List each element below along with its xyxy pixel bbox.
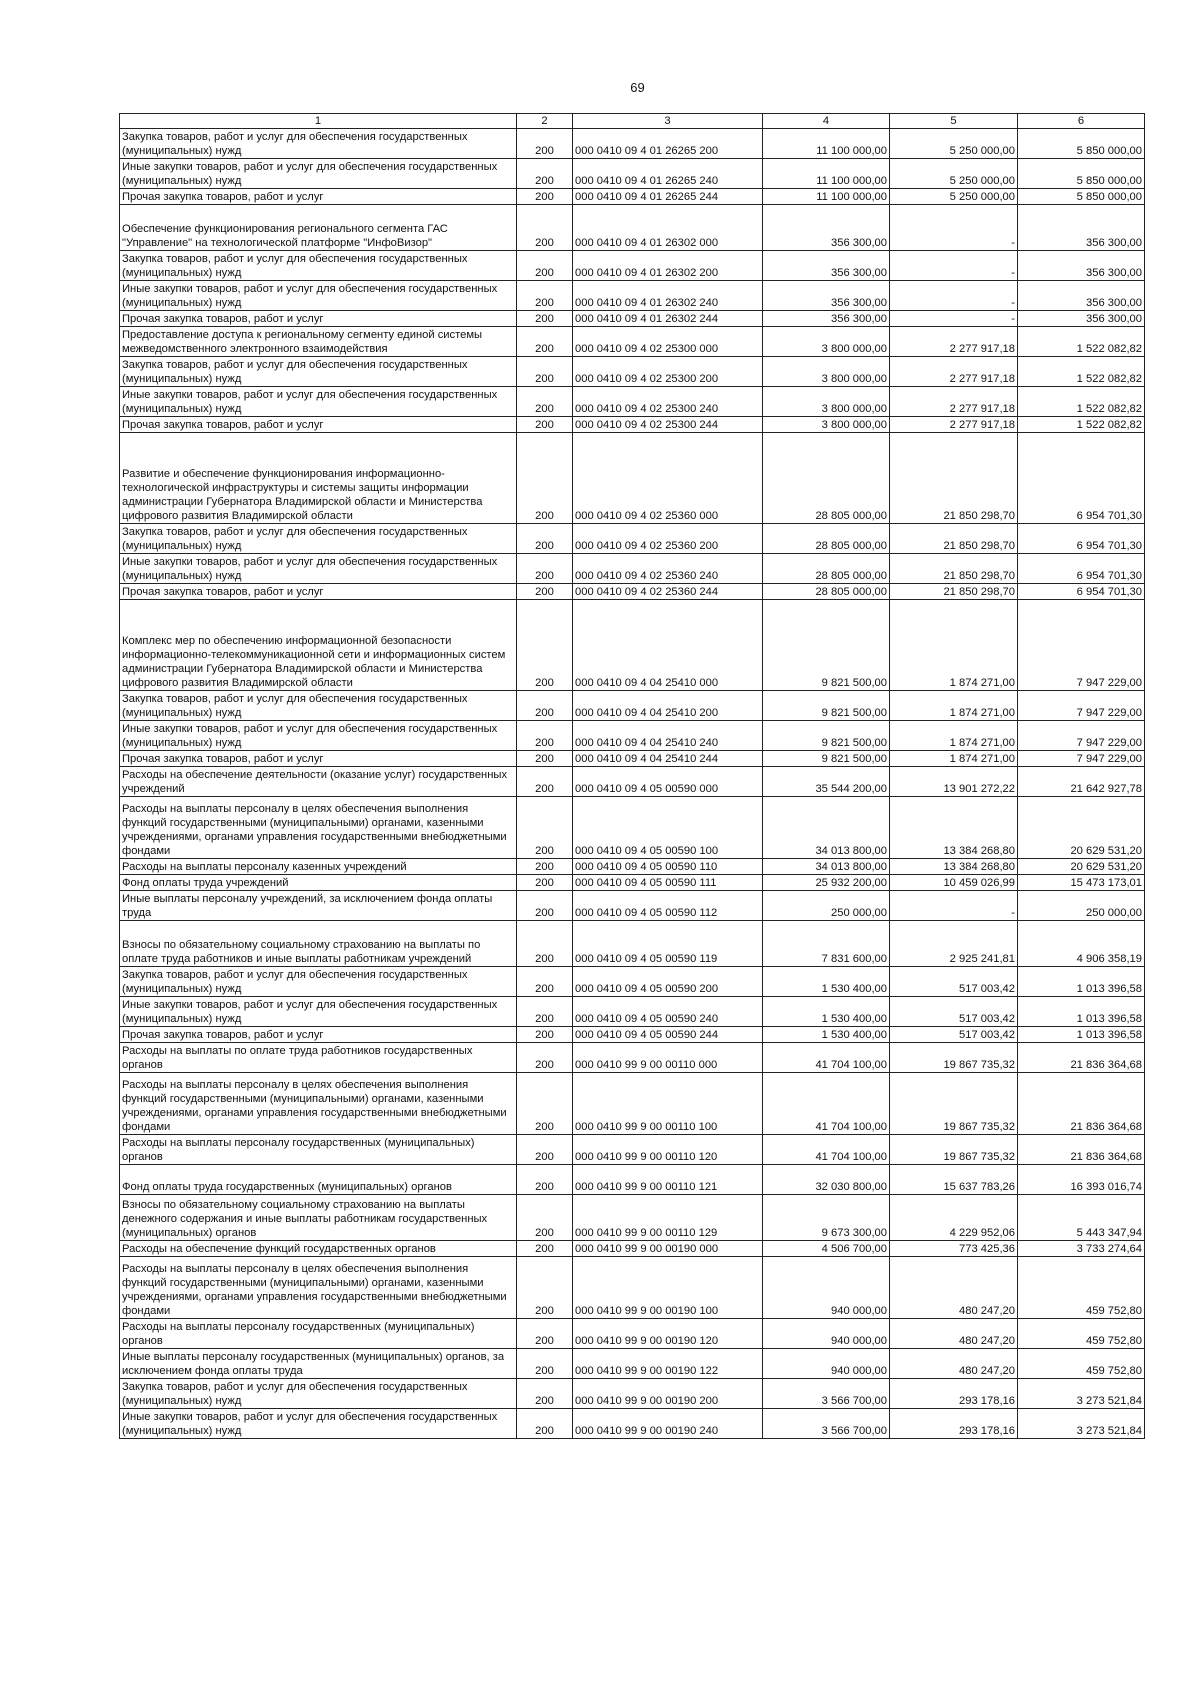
cell-budget-approved: 3 566 700,00 <box>763 1379 890 1409</box>
cell-code: 200 <box>517 1135 573 1165</box>
cell-budget-remaining: 459 752,80 <box>1018 1319 1145 1349</box>
header-row <box>120 114 1145 129</box>
cell-budget-executed: - <box>890 205 1018 251</box>
cell-kbk: 000 0410 09 4 01 26265 244 <box>573 189 763 205</box>
cell-code: 200 <box>517 1319 573 1349</box>
cell-budget-approved: 3 800 000,00 <box>763 417 890 433</box>
cell-kbk: 000 0410 09 4 02 25300 240 <box>573 387 763 417</box>
cell-code: 200 <box>517 357 573 387</box>
table-row <box>120 1043 1145 1073</box>
cell-name: Развитие и обеспечение функционирования информационно-технологической инфраструктуры и системы защиты информации администрации Губернатора Владимирской области и Министерства цифрового развития Владимирской области <box>120 433 517 524</box>
cell-budget-approved: 3 800 000,00 <box>763 327 890 357</box>
cell-budget-executed: - <box>890 891 1018 921</box>
cell-kbk: 000 0410 99 9 00 00190 000 <box>573 1241 763 1257</box>
cell-code: 200 <box>517 1165 573 1195</box>
cell-budget-remaining: 20 629 531,20 <box>1018 797 1145 859</box>
cell-budget-executed: 517 003,42 <box>890 1027 1018 1043</box>
cell-name: Закупка товаров, работ и услуг для обеспечения государственных (муниципальных) нужд <box>120 129 517 159</box>
cell-budget-approved: 250 000,00 <box>763 891 890 921</box>
cell-budget-approved: 1 530 400,00 <box>763 997 890 1027</box>
header-col-2: 2 <box>517 114 573 129</box>
cell-budget-remaining: 1 522 082,82 <box>1018 417 1145 433</box>
table-row <box>120 921 1145 967</box>
cell-budget-executed: 2 277 917,18 <box>890 327 1018 357</box>
table-row <box>120 311 1145 327</box>
cell-code: 200 <box>517 554 573 584</box>
cell-budget-remaining: 21 836 364,68 <box>1018 1135 1145 1165</box>
cell-budget-approved: 34 013 800,00 <box>763 797 890 859</box>
cell-kbk: 000 0410 09 4 01 26265 240 <box>573 159 763 189</box>
cell-budget-approved: 41 704 100,00 <box>763 1135 890 1165</box>
cell-kbk: 000 0410 99 9 00 00190 122 <box>573 1349 763 1379</box>
cell-code: 200 <box>517 251 573 281</box>
cell-budget-executed: 5 250 000,00 <box>890 189 1018 205</box>
cell-budget-executed: 15 637 783,26 <box>890 1165 1018 1195</box>
cell-budget-approved: 940 000,00 <box>763 1257 890 1319</box>
cell-budget-approved: 356 300,00 <box>763 311 890 327</box>
cell-budget-executed: 19 867 735,32 <box>890 1073 1018 1135</box>
cell-budget-remaining: 3 273 521,84 <box>1018 1379 1145 1409</box>
cell-kbk: 000 0410 09 4 01 26302 240 <box>573 281 763 311</box>
table-row <box>120 859 1145 875</box>
cell-name: Предоставление доступа к региональному сегменту единой системы межведомственного электронного взаимодействия <box>120 327 517 357</box>
cell-budget-executed: 13 384 268,80 <box>890 859 1018 875</box>
cell-code: 200 <box>517 921 573 967</box>
cell-name: Расходы на выплаты персоналу в целях обеспечения выполнения функций государственными (муниципальными) органами, казенными учреждениями, органами управления государственными внебюджетными фондами <box>120 797 517 859</box>
cell-budget-approved: 4 506 700,00 <box>763 1241 890 1257</box>
cell-budget-approved: 35 544 200,00 <box>763 767 890 797</box>
table-row <box>120 600 1145 691</box>
cell-budget-approved: 356 300,00 <box>763 251 890 281</box>
table-row <box>120 1165 1145 1195</box>
table-row <box>120 433 1145 524</box>
cell-code: 200 <box>517 767 573 797</box>
cell-kbk: 000 0410 99 9 00 00110 000 <box>573 1043 763 1073</box>
cell-budget-executed: 1 874 271,00 <box>890 721 1018 751</box>
cell-kbk: 000 0410 09 4 02 25360 244 <box>573 584 763 600</box>
cell-budget-executed: 773 425,36 <box>890 1241 1018 1257</box>
cell-code: 200 <box>517 1409 573 1439</box>
cell-code: 200 <box>517 159 573 189</box>
cell-kbk: 000 0410 99 9 00 00110 100 <box>573 1073 763 1135</box>
table-row <box>120 967 1145 997</box>
cell-budget-executed: 21 850 298,70 <box>890 433 1018 524</box>
cell-code: 200 <box>517 859 573 875</box>
cell-name: Иные закупки товаров, работ и услуг для обеспечения государственных (муниципальных) нужд <box>120 554 517 584</box>
cell-name: Закупка товаров, работ и услуг для обеспечения государственных (муниципальных) нужд <box>120 967 517 997</box>
cell-code: 200 <box>517 205 573 251</box>
cell-budget-executed: 5 250 000,00 <box>890 129 1018 159</box>
table-row <box>120 891 1145 921</box>
table-row <box>120 554 1145 584</box>
table-row <box>120 1241 1145 1257</box>
cell-budget-executed: 5 250 000,00 <box>890 159 1018 189</box>
cell-budget-remaining: 3 273 521,84 <box>1018 1409 1145 1439</box>
cell-name: Иные закупки товаров, работ и услуг для обеспечения государственных (муниципальных) нужд <box>120 387 517 417</box>
table-row <box>120 1349 1145 1379</box>
cell-name: Закупка товаров, работ и услуг для обеспечения государственных (муниципальных) нужд <box>120 524 517 554</box>
cell-budget-approved: 34 013 800,00 <box>763 859 890 875</box>
cell-budget-remaining: 3 733 274,64 <box>1018 1241 1145 1257</box>
table-row <box>120 524 1145 554</box>
cell-name: Прочая закупка товаров, работ и услуг <box>120 751 517 767</box>
cell-kbk: 000 0410 09 4 05 00590 111 <box>573 875 763 891</box>
cell-budget-executed: 21 850 298,70 <box>890 554 1018 584</box>
cell-budget-remaining: 20 629 531,20 <box>1018 859 1145 875</box>
table-row <box>120 417 1145 433</box>
cell-budget-remaining: 356 300,00 <box>1018 311 1145 327</box>
cell-code: 200 <box>517 129 573 159</box>
cell-budget-remaining: 1 013 396,58 <box>1018 967 1145 997</box>
cell-name: Прочая закупка товаров, работ и услуг <box>120 417 517 433</box>
cell-budget-approved: 28 805 000,00 <box>763 433 890 524</box>
cell-code: 200 <box>517 281 573 311</box>
cell-code: 200 <box>517 997 573 1027</box>
cell-budget-remaining: 1 522 082,82 <box>1018 387 1145 417</box>
cell-budget-executed: 19 867 735,32 <box>890 1135 1018 1165</box>
cell-budget-approved: 940 000,00 <box>763 1319 890 1349</box>
cell-kbk: 000 0410 09 4 02 25300 244 <box>573 417 763 433</box>
cell-kbk: 000 0410 99 9 00 00110 120 <box>573 1135 763 1165</box>
cell-budget-executed: 1 874 271,00 <box>890 600 1018 691</box>
table-row <box>120 387 1145 417</box>
cell-kbk: 000 0410 99 9 00 00110 129 <box>573 1195 763 1241</box>
cell-code: 200 <box>517 875 573 891</box>
cell-code: 200 <box>517 387 573 417</box>
table-row <box>120 1379 1145 1409</box>
cell-budget-executed: 293 178,16 <box>890 1409 1018 1439</box>
cell-budget-approved: 28 805 000,00 <box>763 524 890 554</box>
cell-code: 200 <box>517 1379 573 1409</box>
table-row <box>120 129 1145 159</box>
cell-budget-approved: 9 821 500,00 <box>763 691 890 721</box>
cell-name: Расходы на выплаты по оплате труда работников государственных органов <box>120 1043 517 1073</box>
cell-kbk: 000 0410 99 9 00 00190 100 <box>573 1257 763 1319</box>
cell-kbk: 000 0410 09 4 05 00590 240 <box>573 997 763 1027</box>
cell-kbk: 000 0410 09 4 01 26302 000 <box>573 205 763 251</box>
cell-code: 200 <box>517 691 573 721</box>
table-row <box>120 357 1145 387</box>
cell-budget-executed: 480 247,20 <box>890 1319 1018 1349</box>
cell-code: 200 <box>517 1195 573 1241</box>
cell-budget-remaining: 5 850 000,00 <box>1018 129 1145 159</box>
cell-name: Иные закупки товаров, работ и услуг для обеспечения государственных (муниципальных) нужд <box>120 159 517 189</box>
table-row <box>120 691 1145 721</box>
table-row <box>120 721 1145 751</box>
cell-code: 200 <box>517 751 573 767</box>
cell-code: 200 <box>517 433 573 524</box>
cell-name: Прочая закупка товаров, работ и услуг <box>120 584 517 600</box>
cell-kbk: 000 0410 09 4 05 00590 200 <box>573 967 763 997</box>
cell-code: 200 <box>517 1043 573 1073</box>
cell-kbk: 000 0410 09 4 05 00590 100 <box>573 797 763 859</box>
table-row <box>120 251 1145 281</box>
cell-budget-remaining: 6 954 701,30 <box>1018 584 1145 600</box>
cell-budget-approved: 9 673 300,00 <box>763 1195 890 1241</box>
cell-kbk: 000 0410 99 9 00 00190 120 <box>573 1319 763 1349</box>
cell-budget-executed: 4 229 952,06 <box>890 1195 1018 1241</box>
table-row <box>120 767 1145 797</box>
cell-budget-executed: 10 459 026,99 <box>890 875 1018 891</box>
cell-budget-remaining: 459 752,80 <box>1018 1257 1145 1319</box>
cell-budget-approved: 9 821 500,00 <box>763 600 890 691</box>
cell-budget-remaining: 4 906 358,19 <box>1018 921 1145 967</box>
table-row <box>120 1257 1145 1319</box>
cell-name: Расходы на выплаты персоналу государственных (муниципальных) органов <box>120 1319 517 1349</box>
cell-budget-approved: 7 831 600,00 <box>763 921 890 967</box>
cell-name: Прочая закупка товаров, работ и услуг <box>120 189 517 205</box>
cell-name: Иные закупки товаров, работ и услуг для обеспечения государственных (муниципальных) нужд <box>120 1409 517 1439</box>
cell-kbk: 000 0410 09 4 02 25300 200 <box>573 357 763 387</box>
cell-budget-executed: 13 901 272,22 <box>890 767 1018 797</box>
table-row <box>120 1409 1145 1439</box>
cell-budget-remaining: 459 752,80 <box>1018 1349 1145 1379</box>
cell-budget-remaining: 16 393 016,74 <box>1018 1165 1145 1195</box>
cell-budget-approved: 41 704 100,00 <box>763 1043 890 1073</box>
cell-budget-executed: 19 867 735,32 <box>890 1043 1018 1073</box>
table-row <box>120 281 1145 311</box>
cell-budget-remaining: 1 013 396,58 <box>1018 1027 1145 1043</box>
cell-budget-remaining: 356 300,00 <box>1018 251 1145 281</box>
cell-budget-remaining: 6 954 701,30 <box>1018 433 1145 524</box>
cell-name: Расходы на обеспечение деятельности (оказание услуг) государственных учреждений <box>120 767 517 797</box>
cell-name: Закупка товаров, работ и услуг для обеспечения государственных (муниципальных) нужд <box>120 1379 517 1409</box>
cell-budget-approved: 940 000,00 <box>763 1349 890 1379</box>
cell-name: Закупка товаров, работ и услуг для обеспечения государственных (муниципальных) нужд <box>120 251 517 281</box>
table-row <box>120 751 1145 767</box>
cell-budget-executed: - <box>890 311 1018 327</box>
cell-kbk: 000 0410 09 4 01 26265 200 <box>573 129 763 159</box>
cell-name: Расходы на выплаты персоналу в целях обеспечения выполнения функций государственными (муниципальными) органами, казенными учреждениями, органами управления государственными внебюджетными фондами <box>120 1073 517 1135</box>
table-row <box>120 189 1145 205</box>
cell-budget-remaining: 7 947 229,00 <box>1018 721 1145 751</box>
table-row <box>120 1319 1145 1349</box>
cell-code: 200 <box>517 600 573 691</box>
table-row <box>120 159 1145 189</box>
cell-budget-executed: 480 247,20 <box>890 1349 1018 1379</box>
cell-budget-remaining: 21 836 364,68 <box>1018 1073 1145 1135</box>
table-row <box>120 875 1145 891</box>
table-row <box>120 997 1145 1027</box>
cell-budget-remaining: 5 850 000,00 <box>1018 189 1145 205</box>
cell-code: 200 <box>517 797 573 859</box>
cell-code: 200 <box>517 1073 573 1135</box>
cell-budget-remaining: 356 300,00 <box>1018 281 1145 311</box>
table-row <box>120 327 1145 357</box>
cell-code: 200 <box>517 524 573 554</box>
table-row <box>120 797 1145 859</box>
cell-kbk: 000 0410 09 4 04 25410 000 <box>573 600 763 691</box>
cell-name: Обеспечение функционирования регионального сегмента ГАС "Управление" на технологической платформе "ИнфоВизор" <box>120 205 517 251</box>
cell-budget-executed: - <box>890 281 1018 311</box>
table-body <box>120 129 1145 1439</box>
cell-code: 200 <box>517 1257 573 1319</box>
cell-budget-executed: 2 925 241,81 <box>890 921 1018 967</box>
cell-name: Иные выплаты персоналу государственных (муниципальных) органов, за исключением фонда оплаты труда <box>120 1349 517 1379</box>
cell-budget-approved: 1 530 400,00 <box>763 967 890 997</box>
cell-name: Комплекс мер по обеспечению информационной безопасности информационно-телекоммуникационной сети и информационных систем администрации Губернатора Владимирской области и Министерства цифрового развития Владимирской области <box>120 600 517 691</box>
cell-budget-remaining: 1 522 082,82 <box>1018 327 1145 357</box>
cell-budget-executed: 517 003,42 <box>890 967 1018 997</box>
cell-budget-approved: 11 100 000,00 <box>763 129 890 159</box>
cell-kbk: 000 0410 09 4 05 00590 110 <box>573 859 763 875</box>
cell-budget-approved: 356 300,00 <box>763 281 890 311</box>
cell-budget-executed: 2 277 917,18 <box>890 387 1018 417</box>
table-header <box>120 114 1145 129</box>
cell-code: 200 <box>517 584 573 600</box>
cell-kbk: 000 0410 09 4 02 25300 000 <box>573 327 763 357</box>
cell-kbk: 000 0410 09 4 02 25360 000 <box>573 433 763 524</box>
cell-budget-approved: 1 530 400,00 <box>763 1027 890 1043</box>
cell-budget-approved: 41 704 100,00 <box>763 1073 890 1135</box>
cell-code: 200 <box>517 1349 573 1379</box>
cell-budget-remaining: 15 473 173,01 <box>1018 875 1145 891</box>
cell-name: Иные закупки товаров, работ и услуг для обеспечения государственных (муниципальных) нужд <box>120 997 517 1027</box>
header-col-3: 3 <box>573 114 763 129</box>
cell-code: 200 <box>517 1241 573 1257</box>
table-row <box>120 1195 1145 1241</box>
cell-budget-approved: 9 821 500,00 <box>763 751 890 767</box>
cell-code: 200 <box>517 721 573 751</box>
cell-kbk: 000 0410 99 9 00 00190 200 <box>573 1379 763 1409</box>
cell-code: 200 <box>517 327 573 357</box>
cell-kbk: 000 0410 09 4 05 00590 119 <box>573 921 763 967</box>
cell-budget-remaining: 6 954 701,30 <box>1018 524 1145 554</box>
cell-name: Иные закупки товаров, работ и услуг для обеспечения государственных (муниципальных) нужд <box>120 721 517 751</box>
table-row <box>120 1027 1145 1043</box>
cell-budget-approved: 356 300,00 <box>763 205 890 251</box>
cell-kbk: 000 0410 99 9 00 00110 121 <box>573 1165 763 1195</box>
cell-code: 200 <box>517 311 573 327</box>
cell-name: Расходы на выплаты персоналу в целях обеспечения выполнения функций государственными (муниципальными) органами, казенными учреждениями, органами управления государственными внебюджетными фондами <box>120 1257 517 1319</box>
cell-budget-executed: 2 277 917,18 <box>890 417 1018 433</box>
header-col-1: 1 <box>120 114 517 129</box>
cell-name: Иные выплаты персоналу учреждений, за исключением фонда оплаты труда <box>120 891 517 921</box>
cell-code: 200 <box>517 891 573 921</box>
budget-table <box>119 113 1145 1439</box>
cell-budget-remaining: 1 522 082,82 <box>1018 357 1145 387</box>
cell-code: 200 <box>517 1027 573 1043</box>
cell-budget-approved: 3 566 700,00 <box>763 1409 890 1439</box>
header-col-6: 6 <box>1018 114 1145 129</box>
header-col-4: 4 <box>763 114 890 129</box>
cell-name: Закупка товаров, работ и услуг для обеспечения государственных (муниципальных) нужд <box>120 691 517 721</box>
cell-name: Расходы на выплаты персоналу казенных учреждений <box>120 859 517 875</box>
cell-budget-approved: 9 821 500,00 <box>763 721 890 751</box>
cell-kbk: 000 0410 09 4 04 25410 200 <box>573 691 763 721</box>
cell-budget-approved: 3 800 000,00 <box>763 357 890 387</box>
cell-budget-executed: 21 850 298,70 <box>890 524 1018 554</box>
cell-kbk: 000 0410 99 9 00 00190 240 <box>573 1409 763 1439</box>
cell-budget-approved: 11 100 000,00 <box>763 159 890 189</box>
cell-budget-executed: 1 874 271,00 <box>890 751 1018 767</box>
cell-name: Расходы на выплаты персоналу государственных (муниципальных) органов <box>120 1135 517 1165</box>
cell-name: Прочая закупка товаров, работ и услуг <box>120 1027 517 1043</box>
cell-budget-executed: 1 874 271,00 <box>890 691 1018 721</box>
cell-kbk: 000 0410 09 4 01 26302 200 <box>573 251 763 281</box>
cell-budget-remaining: 7 947 229,00 <box>1018 751 1145 767</box>
cell-name: Взносы по обязательному социальному страхованию на выплаты денежного содержания и иные выплаты работникам государственных (муниципальных) органов <box>120 1195 517 1241</box>
cell-budget-remaining: 250 000,00 <box>1018 891 1145 921</box>
table-row <box>120 584 1145 600</box>
cell-budget-remaining: 7 947 229,00 <box>1018 600 1145 691</box>
cell-budget-remaining: 1 013 396,58 <box>1018 997 1145 1027</box>
cell-budget-approved: 28 805 000,00 <box>763 584 890 600</box>
cell-budget-executed: 2 277 917,18 <box>890 357 1018 387</box>
cell-budget-remaining: 7 947 229,00 <box>1018 691 1145 721</box>
table-row <box>120 1073 1145 1135</box>
cell-budget-approved: 25 932 200,00 <box>763 875 890 891</box>
cell-budget-executed: - <box>890 251 1018 281</box>
cell-budget-remaining: 5 850 000,00 <box>1018 159 1145 189</box>
cell-budget-remaining: 356 300,00 <box>1018 205 1145 251</box>
cell-name: Иные закупки товаров, работ и услуг для обеспечения государственных (муниципальных) нужд <box>120 281 517 311</box>
cell-kbk: 000 0410 09 4 05 00590 244 <box>573 1027 763 1043</box>
cell-kbk: 000 0410 09 4 04 25410 240 <box>573 721 763 751</box>
table-row <box>120 205 1145 251</box>
cell-code: 200 <box>517 189 573 205</box>
cell-kbk: 000 0410 09 4 02 25360 240 <box>573 554 763 584</box>
cell-budget-approved: 32 030 800,00 <box>763 1165 890 1195</box>
cell-kbk: 000 0410 09 4 05 00590 000 <box>573 767 763 797</box>
cell-code: 200 <box>517 417 573 433</box>
header-col-5: 5 <box>890 114 1018 129</box>
cell-name: Фонд оплаты труда государственных (муниципальных) органов <box>120 1165 517 1195</box>
cell-budget-approved: 11 100 000,00 <box>763 189 890 205</box>
cell-code: 200 <box>517 967 573 997</box>
cell-budget-executed: 21 850 298,70 <box>890 584 1018 600</box>
cell-budget-approved: 3 800 000,00 <box>763 387 890 417</box>
cell-budget-remaining: 5 443 347,94 <box>1018 1195 1145 1241</box>
cell-budget-executed: 293 178,16 <box>890 1379 1018 1409</box>
cell-name: Взносы по обязательному социальному страхованию на выплаты по оплате труда работников и иные выплаты работникам учреждений <box>120 921 517 967</box>
cell-budget-executed: 517 003,42 <box>890 997 1018 1027</box>
cell-kbk: 000 0410 09 4 01 26302 244 <box>573 311 763 327</box>
cell-kbk: 000 0410 09 4 02 25360 200 <box>573 524 763 554</box>
cell-name: Расходы на обеспечение функций государственных органов <box>120 1241 517 1257</box>
cell-budget-remaining: 21 836 364,68 <box>1018 1043 1145 1073</box>
cell-name: Прочая закупка товаров, работ и услуг <box>120 311 517 327</box>
cell-budget-executed: 480 247,20 <box>890 1257 1018 1319</box>
page-number: 69 <box>630 80 645 95</box>
cell-name: Закупка товаров, работ и услуг для обеспечения государственных (муниципальных) нужд <box>120 357 517 387</box>
cell-budget-executed: 13 384 268,80 <box>890 797 1018 859</box>
cell-kbk: 000 0410 09 4 05 00590 112 <box>573 891 763 921</box>
cell-kbk: 000 0410 09 4 04 25410 244 <box>573 751 763 767</box>
table-row <box>120 1135 1145 1165</box>
cell-name: Фонд оплаты труда учреждений <box>120 875 517 891</box>
cell-budget-remaining: 6 954 701,30 <box>1018 554 1145 584</box>
cell-budget-approved: 28 805 000,00 <box>763 554 890 584</box>
cell-budget-remaining: 21 642 927,78 <box>1018 767 1145 797</box>
